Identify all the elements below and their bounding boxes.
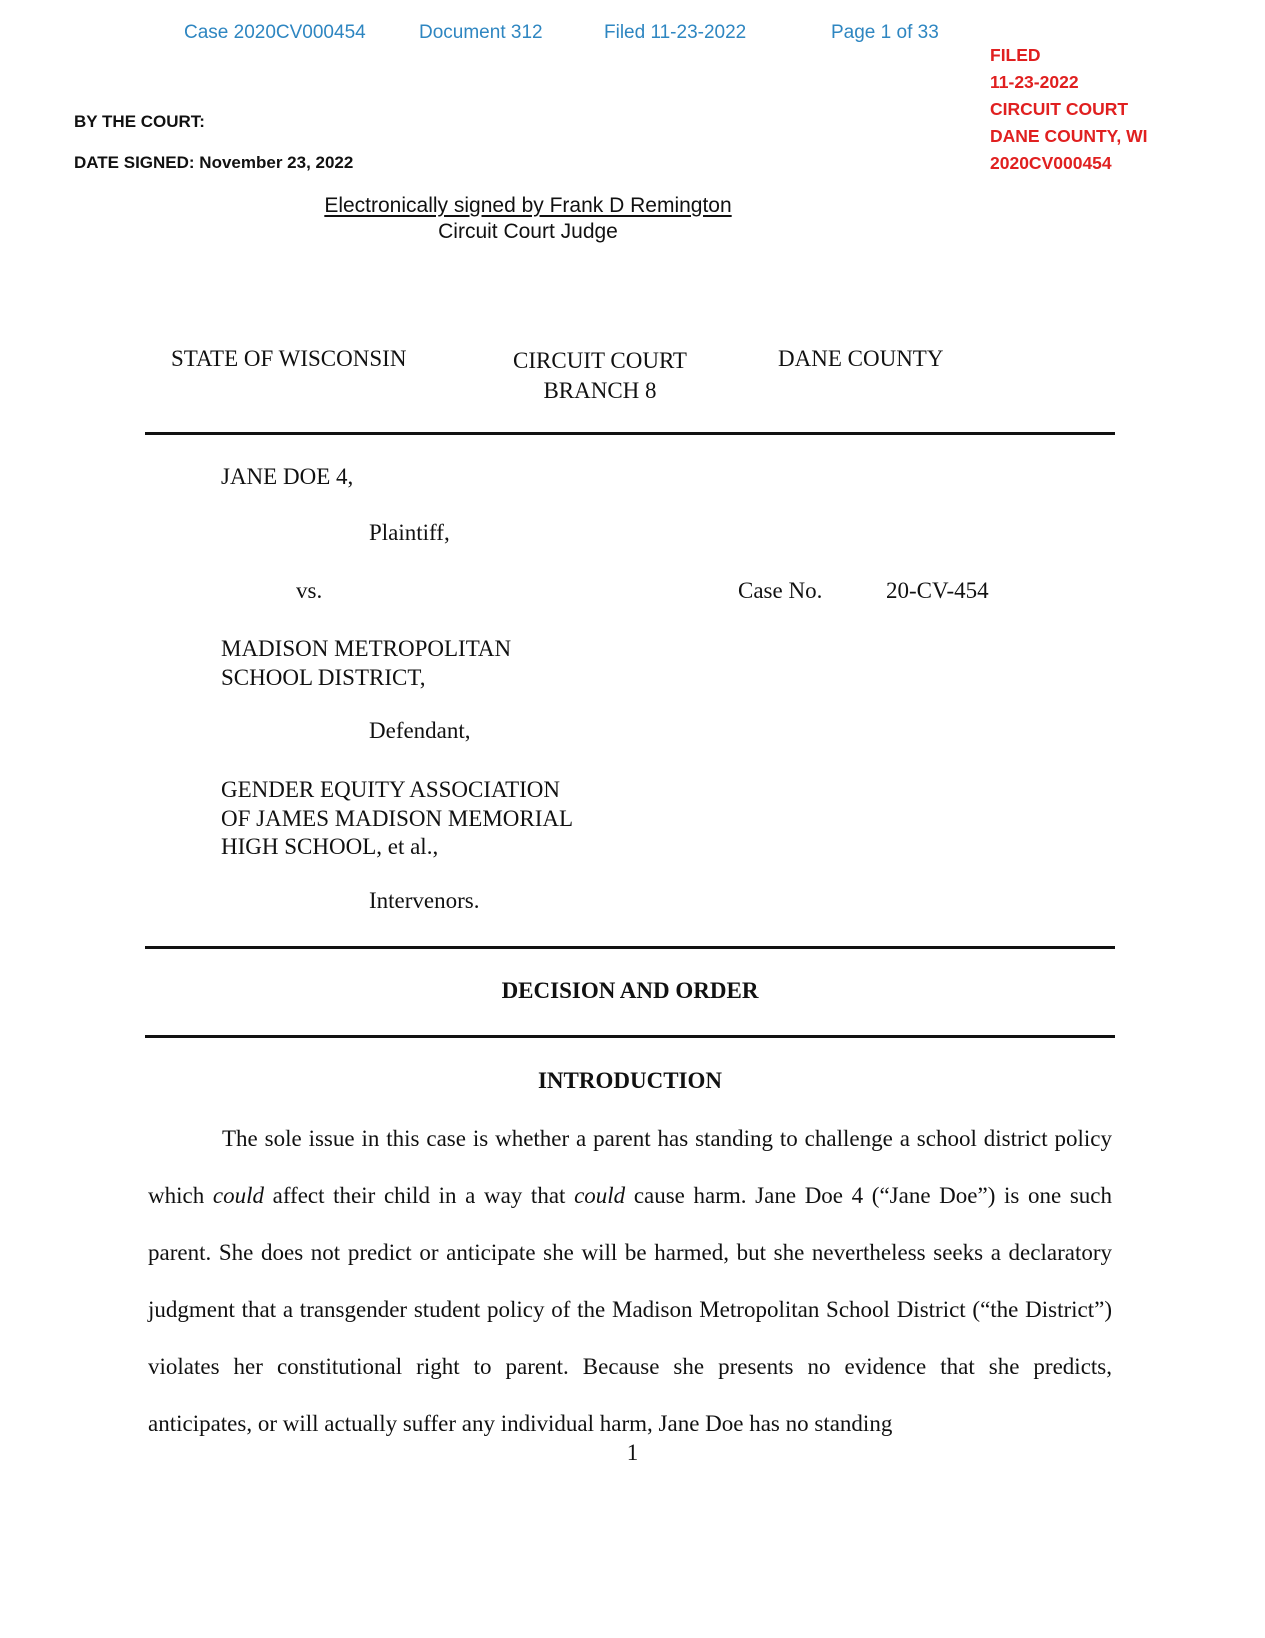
intervenor-name (221, 776, 573, 862)
introduction-body (148, 1110, 1112, 1452)
introduction-paragraph (148, 1110, 1112, 1452)
caption-court (480, 346, 720, 406)
electronic-signature (298, 193, 758, 245)
filed-stamp-line: DANE COUNTY, WI (990, 126, 1148, 146)
defendant-name-line: SCHOOL DISTRICT, (221, 665, 426, 690)
case-number: 20-CV-454 (886, 578, 989, 603)
filed-stamp-line: 11-23-2022 (990, 72, 1079, 92)
caption-bottom-rule (145, 946, 1115, 949)
caption-court-name: CIRCUIT COURT (513, 348, 687, 373)
signature-title: Circuit Court Judge (438, 220, 618, 243)
stamp-filed-date: Filed 11-23-2022 (604, 22, 747, 43)
stamp-page: Page 1 of 33 (831, 22, 939, 43)
document-title: DECISION AND ORDER (501, 978, 759, 1003)
filed-stamp-line: CIRCUIT COURT (990, 99, 1129, 119)
caption-branch: BRANCH 8 (543, 378, 657, 403)
body-text-run: The sole issue in this case is whether a parent has standing to challenge a school district policy which (148, 1126, 1112, 1208)
filed-stamp-line: 2020CV000454 (990, 153, 1112, 173)
defendant-role: Defendant, (369, 718, 471, 743)
body-emphasis: could (212, 1183, 264, 1208)
caption-top-rule (145, 432, 1115, 435)
section-heading-introduction: INTRODUCTION (537, 1068, 723, 1093)
caption-county: DANE COUNTY (778, 346, 944, 371)
body-emphasis: could (574, 1183, 626, 1208)
intervenor-name-line: OF JAMES MADISON MEMORIAL (221, 805, 574, 831)
stamp-document: Document 312 (419, 22, 543, 43)
by-the-court-label: BY THE COURT: (74, 112, 205, 131)
caption-state: STATE OF WISCONSIN (171, 346, 407, 371)
page-number: 1 (626, 1440, 639, 1465)
filed-stamp (990, 42, 1148, 177)
date-signed-label: DATE SIGNED: November 23, 2022 (74, 153, 354, 172)
signature-name: Electronically signed by Frank D Remington (324, 194, 732, 217)
defendant-name-line: MADISON METROPOLITAN (221, 636, 512, 661)
filed-stamp-line: FILED (990, 45, 1041, 65)
case-number-label: Case No. (738, 578, 823, 603)
stamp-case: Case 2020CV000454 (184, 22, 366, 43)
body-text-run: cause harm. Jane Doe 4 (“Jane Doe”) is one such parent. She does not predict or anticipate she will be harmed, but she nevertheless seeks a declaratory judgment that a transgender student policy of the Madison Metropolitan School District (“the District”) violates her constitutional right to parent. Because she presents no evidence that she predicts, anticipates, or will actually suffer any individual harm, Jane Doe has no standing (148, 1183, 1112, 1436)
intervenor-name-line: HIGH SCHOOL, et al., (221, 834, 439, 859)
intervenor-role: Intervenors. (369, 888, 480, 913)
defendant-name (221, 634, 511, 692)
intervenor-name-line: GENDER EQUITY ASSOCIATION (221, 777, 561, 802)
title-bottom-rule (145, 1035, 1115, 1038)
body-text-run: affect their child in a way that (263, 1183, 575, 1208)
plaintiff-role: Plaintiff, (369, 520, 450, 545)
versus: vs. (296, 578, 323, 603)
plaintiff-name: JANE DOE 4, (221, 464, 354, 489)
